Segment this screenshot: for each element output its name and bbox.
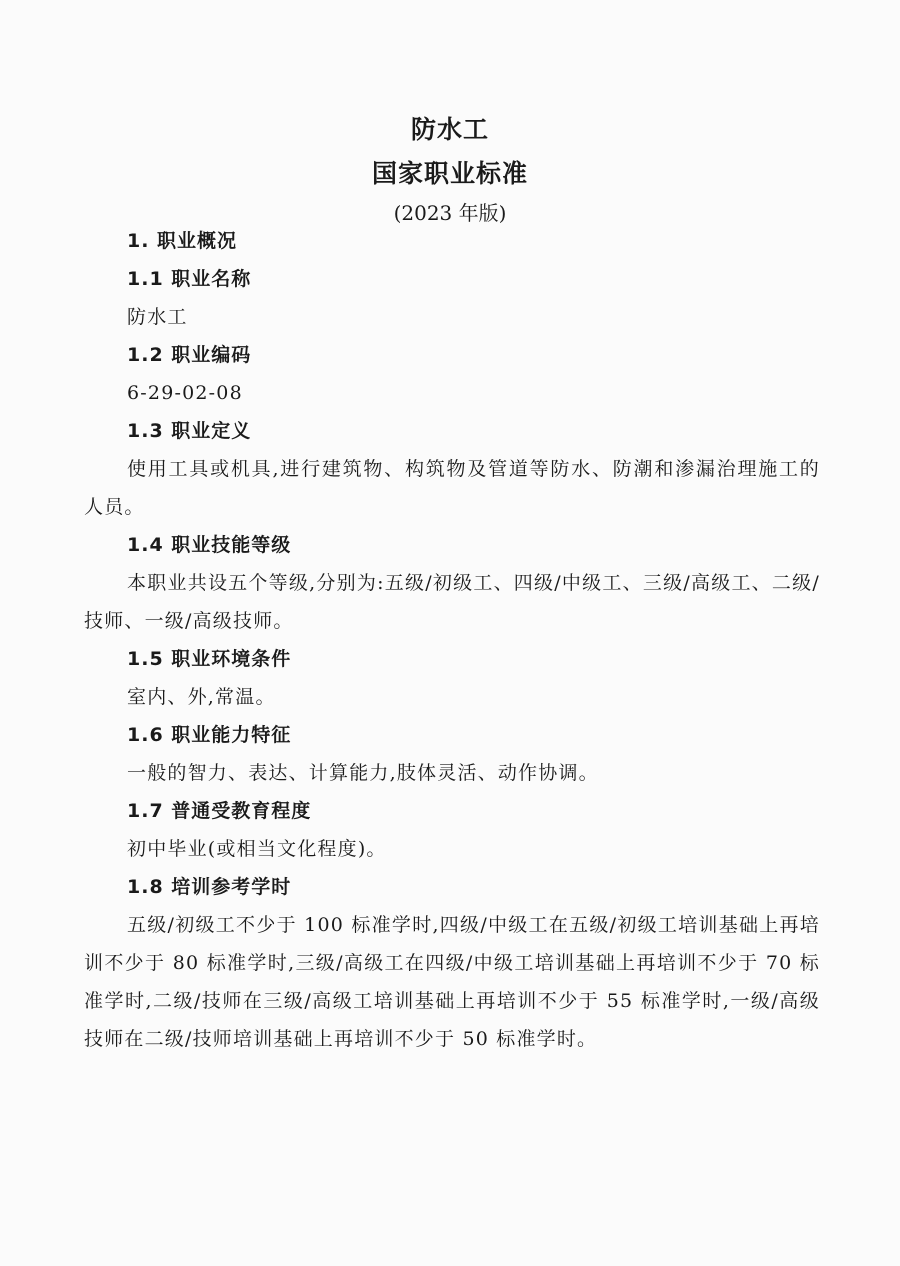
section-heading-1-5: 1.5 职业环境条件 xyxy=(127,648,292,670)
document-title: 防水工 xyxy=(410,115,489,144)
section-heading-1-6: 1.6 职业能力特征 xyxy=(127,724,292,746)
section-heading-1-3: 1.3 职业定义 xyxy=(127,420,252,442)
edition-label: (2023 年版) xyxy=(393,201,507,225)
document-subtitle: 国家职业标准 xyxy=(371,159,528,188)
environment-conditions: 室内、外,常温。 xyxy=(127,686,276,708)
section-heading-1: 1. 职业概况 xyxy=(127,230,238,252)
occupation-definition: 使用工具或机具,进行建筑物、构筑物及管道等防水、防潮和渗漏治理施工的人员。 xyxy=(84,458,820,518)
ability-characteristics: 一般的智力、表达、计算能力,肢体灵活、动作协调。 xyxy=(127,762,599,784)
section-heading-1-2: 1.2 职业编码 xyxy=(127,344,252,366)
section-heading-1-1: 1.1 职业名称 xyxy=(127,268,252,290)
title-block xyxy=(0,108,900,228)
occupation-code: 6-29-02-08 xyxy=(127,382,243,404)
section-heading-1-4: 1.4 职业技能等级 xyxy=(127,534,292,556)
section-heading-1-7: 1.7 普通受教育程度 xyxy=(127,800,312,822)
occupation-name: 防水工 xyxy=(127,306,188,328)
training-hours: 五级/初级工不少于 100 标准学时,四级/中级工在五级/初级工培训基础上再培训不少于 80 标准学时,三级/高级工在四级/中级工培训基础上再培训不少于 70 标准学时,二级/技师在三级/高级工培训基础上再培训不少于 55 标准学时,一级/高级技师在二级/技师培训基础上再培训不少于 50 标准学时。 xyxy=(84,914,820,1050)
section-heading-1-8: 1.8 培训参考学时 xyxy=(127,876,292,898)
skill-levels: 本职业共设五个等级,分别为:五级/初级工、四级/中级工、三级/高级工、二级/技师、一级/高级技师。 xyxy=(84,572,820,632)
document-body xyxy=(84,222,820,1058)
education-level: 初中毕业(或相当文化程度)。 xyxy=(127,838,387,860)
